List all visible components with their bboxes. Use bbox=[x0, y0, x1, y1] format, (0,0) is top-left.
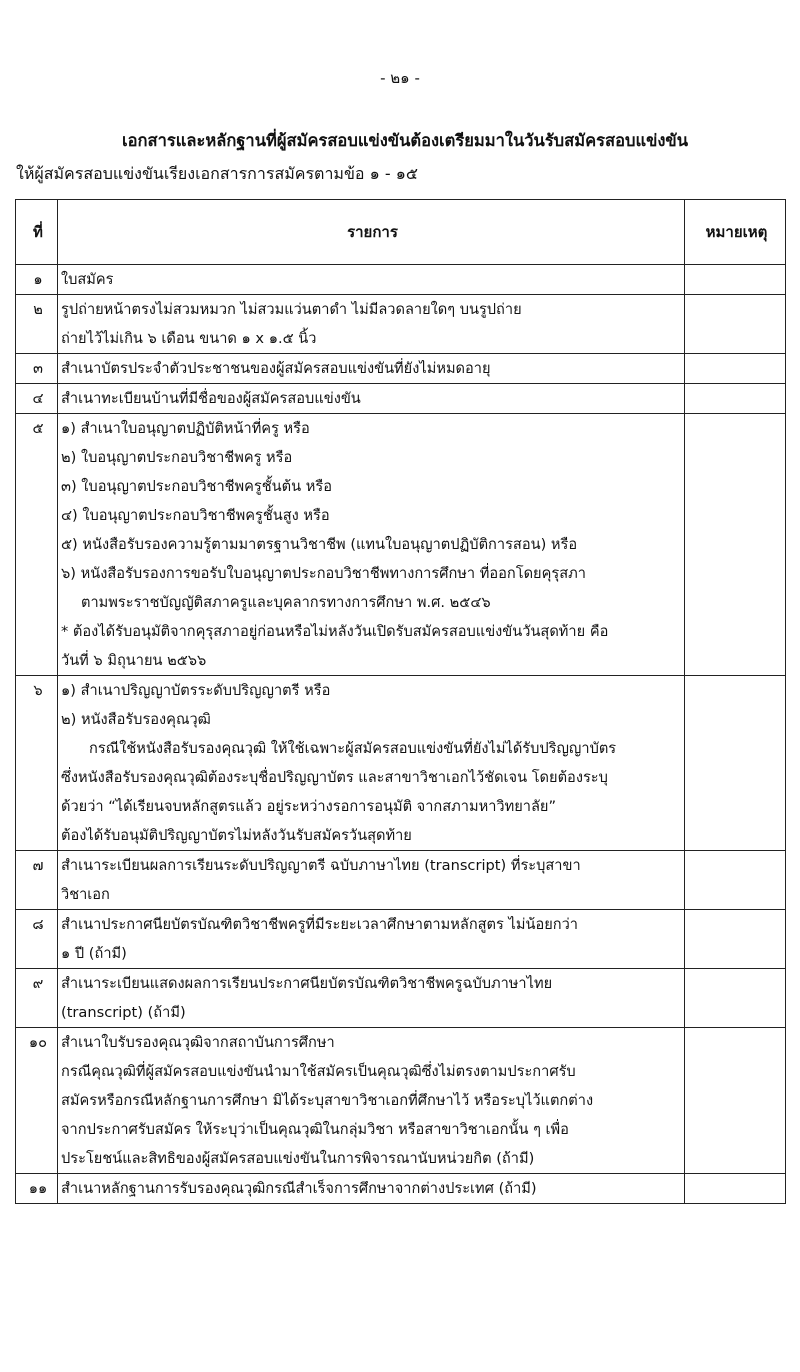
table-header-row bbox=[16, 200, 786, 265]
row-item bbox=[58, 676, 685, 851]
table-row bbox=[16, 851, 786, 910]
row-item bbox=[58, 1174, 685, 1204]
row-item bbox=[58, 1028, 685, 1174]
row-note bbox=[685, 414, 786, 676]
row-item bbox=[58, 414, 685, 676]
row-note bbox=[685, 910, 786, 969]
table-row bbox=[16, 910, 786, 969]
row-number: ๗ bbox=[16, 851, 58, 910]
row-item bbox=[58, 354, 685, 384]
column-header-no: ที่ bbox=[16, 200, 58, 265]
row-note bbox=[685, 384, 786, 414]
row-item bbox=[58, 295, 685, 354]
row-item bbox=[58, 969, 685, 1028]
item-text-line: ๑) สำเนาใบอนุญาตปฏิบัติหน้าที่ครู หรือ bbox=[61, 420, 310, 437]
item-text-line: ๖) หนังสือรับรองการขอรับใบอนุญาตประกอบวิชาชีพทางการศึกษา ที่ออกโดยคุรุสภา bbox=[61, 565, 586, 582]
item-text-line: วันที่ ๖ มิถุนายน ๒๕๖๖ bbox=[61, 652, 207, 669]
item-text-line: สำเนาทะเบียนบ้านที่มีชื่อของผู้สมัครสอบแข่งขัน bbox=[61, 390, 361, 407]
table-row bbox=[16, 1028, 786, 1174]
row-item bbox=[58, 265, 685, 295]
requirements-table bbox=[15, 199, 786, 1204]
item-text-line: สำเนาหลักฐานการรับรองคุณวุฒิกรณีสำเร็จการศึกษาจากต่างประเทศ (ถ้ามี) bbox=[61, 1180, 537, 1197]
item-text-line: สำเนาบัตรประจำตัวประชาชนของผู้สมัครสอบแข่งขันที่ยังไม่หมดอายุ bbox=[61, 360, 491, 377]
item-text-line: (transcript) (ถ้ามี) bbox=[61, 1004, 186, 1021]
item-text-line: ต้องได้รับอนุมัติปริญญาบัตรไม่หลังวันรับสมัครวันสุดท้าย bbox=[61, 827, 412, 844]
row-note bbox=[685, 1174, 786, 1204]
row-note bbox=[685, 1028, 786, 1174]
table-row bbox=[16, 265, 786, 295]
item-text-line: กรณีใช้หนังสือรับรองคุณวุฒิ ให้ใช้เฉพาะผู้สมัครสอบแข่งขันที่ยังไม่ได้รับปริญญาบัตร bbox=[89, 740, 617, 757]
row-item bbox=[58, 851, 685, 910]
row-item bbox=[58, 384, 685, 414]
row-number: ๕ bbox=[16, 414, 58, 676]
item-text-line: กรณีคุณวุฒิที่ผู้สมัครสอบแข่งขันนำมาใช้สมัครเป็นคุณวุฒิซึ่งไม่ตรงตามประกาศรับ bbox=[61, 1063, 576, 1080]
item-text-line: ซึ่งหนังสือรับรองคุณวุฒิต้องระบุชื่อปริญญาบัตร และสาขาวิชาเอกไว้ชัดเจน โดยต้องระบุ bbox=[61, 769, 608, 786]
row-note bbox=[685, 295, 786, 354]
row-number: ๒ bbox=[16, 295, 58, 354]
row-note bbox=[685, 676, 786, 851]
row-number: ๓ bbox=[16, 354, 58, 384]
row-note bbox=[685, 969, 786, 1028]
table-row bbox=[16, 295, 786, 354]
item-text-line: ๕) หนังสือรับรองความรู้ตามมาตรฐานวิชาชีพ (แทนใบอนุญาตปฏิบัติการสอน) หรือ bbox=[61, 536, 578, 553]
item-text-line: สำเนาระเบียนแสดงผลการเรียนประกาศนียบัตรบัณฑิตวิชาชีพครูฉบับภาษาไทย bbox=[61, 975, 553, 992]
item-text-line: สำเนาใบรับรองคุณวุฒิจากสถาบันการศึกษา bbox=[61, 1034, 335, 1051]
table-row bbox=[16, 384, 786, 414]
item-text-line: ด้วยว่า “ได้เรียนจบหลักสูตรแล้ว อยู่ระหว่างรอการอนุมัติ จากสภามหาวิทยาลัย” bbox=[61, 798, 557, 815]
row-number: ๑ bbox=[16, 265, 58, 295]
column-header-item: รายการ bbox=[58, 200, 685, 265]
row-number: ๖ bbox=[16, 676, 58, 851]
item-text-line: ๔) ใบอนุญาตประกอบวิชาชีพครูชั้นสูง หรือ bbox=[61, 507, 330, 524]
page-title: เอกสารและหลักฐานที่ผู้สมัครสอบแข่งขันต้องเตรียมมาในวันรับสมัครสอบแข่งขัน bbox=[122, 131, 688, 150]
item-text-line: ๑) สำเนาปริญญาบัตรระดับปริญญาตรี หรือ bbox=[61, 682, 331, 699]
item-text-line: ประโยชน์และสิทธิของผู้สมัครสอบแข่งขันในการพิจารณานับหน่วยกิต (ถ้ามี) bbox=[61, 1150, 535, 1167]
row-note bbox=[685, 851, 786, 910]
item-text-line: จากประกาศรับสมัคร ให้ระบุว่าเป็นคุณวุฒิในกลุ่มวิชา หรือสาขาวิชาเอกนั้น ๆ เพื่อ bbox=[61, 1121, 569, 1138]
table-row bbox=[16, 354, 786, 384]
column-header-note: หมายเหตุ bbox=[685, 200, 786, 265]
table-row bbox=[16, 414, 786, 676]
item-text-line: ถ่ายไว้ไม่เกิน ๖ เดือน ขนาด ๑ x ๑.๕ นิ้ว bbox=[61, 330, 317, 347]
page-number: - ๒๑ - bbox=[380, 69, 420, 87]
row-number: ๘ bbox=[16, 910, 58, 969]
item-text-line: ตามพระราชบัญญัติสภาครูและบุคลากรทางการศึกษา พ.ศ. ๒๕๔๖ bbox=[81, 594, 491, 611]
table-row bbox=[16, 969, 786, 1028]
item-text-line: ๒) หนังสือรับรองคุณวุฒิ bbox=[61, 711, 211, 728]
item-text-line: วิชาเอก bbox=[61, 886, 110, 903]
item-text-line: ๓) ใบอนุญาตประกอบวิชาชีพครูชั้นต้น หรือ bbox=[61, 478, 332, 495]
item-text-line: สำเนาระเบียนผลการเรียนระดับปริญญาตรี ฉบับภาษาไทย (transcript) ที่ระบุสาขา bbox=[61, 857, 581, 874]
row-item bbox=[58, 910, 685, 969]
page-subtitle: ให้ผู้สมัครสอบแข่งขันเรียงเอกสารการสมัครตามข้อ ๑ - ๑๕ bbox=[16, 164, 418, 183]
row-note bbox=[685, 265, 786, 295]
row-note bbox=[685, 354, 786, 384]
item-text-line: ใบสมัคร bbox=[61, 271, 114, 288]
row-number: ๑๑ bbox=[16, 1174, 58, 1204]
row-number: ๑๐ bbox=[16, 1028, 58, 1174]
table-row bbox=[16, 1174, 786, 1204]
table-row bbox=[16, 676, 786, 851]
row-number: ๔ bbox=[16, 384, 58, 414]
row-number: ๙ bbox=[16, 969, 58, 1028]
item-text-line: ๑ ปี (ถ้ามี) bbox=[61, 945, 127, 962]
item-text-line: ๒) ใบอนุญาตประกอบวิชาชีพครู หรือ bbox=[61, 449, 293, 466]
item-text-line: สมัครหรือกรณีหลักฐานการศึกษา มิได้ระบุสาขาวิชาเอกที่ศึกษาไว้ หรือระบุไว้แตกต่าง bbox=[61, 1092, 594, 1109]
item-text-line: * ต้องได้รับอนุมัติจากคุรุสภาอยู่ก่อนหรือไม่หลังวันเปิดรับสมัครสอบแข่งขันวันสุดท้าย คือ bbox=[61, 623, 609, 640]
item-text-line: รูปถ่ายหน้าตรงไม่สวมหมวก ไม่สวมแว่นตาดำ ไม่มีลวดลายใดๆ บนรูปถ่าย bbox=[61, 301, 522, 318]
item-text-line: สำเนาประกาศนียบัตรบัณฑิตวิชาชีพครูที่มีระยะเวลาศึกษาตามหลักสูตร ไม่น้อยกว่า bbox=[61, 916, 578, 933]
